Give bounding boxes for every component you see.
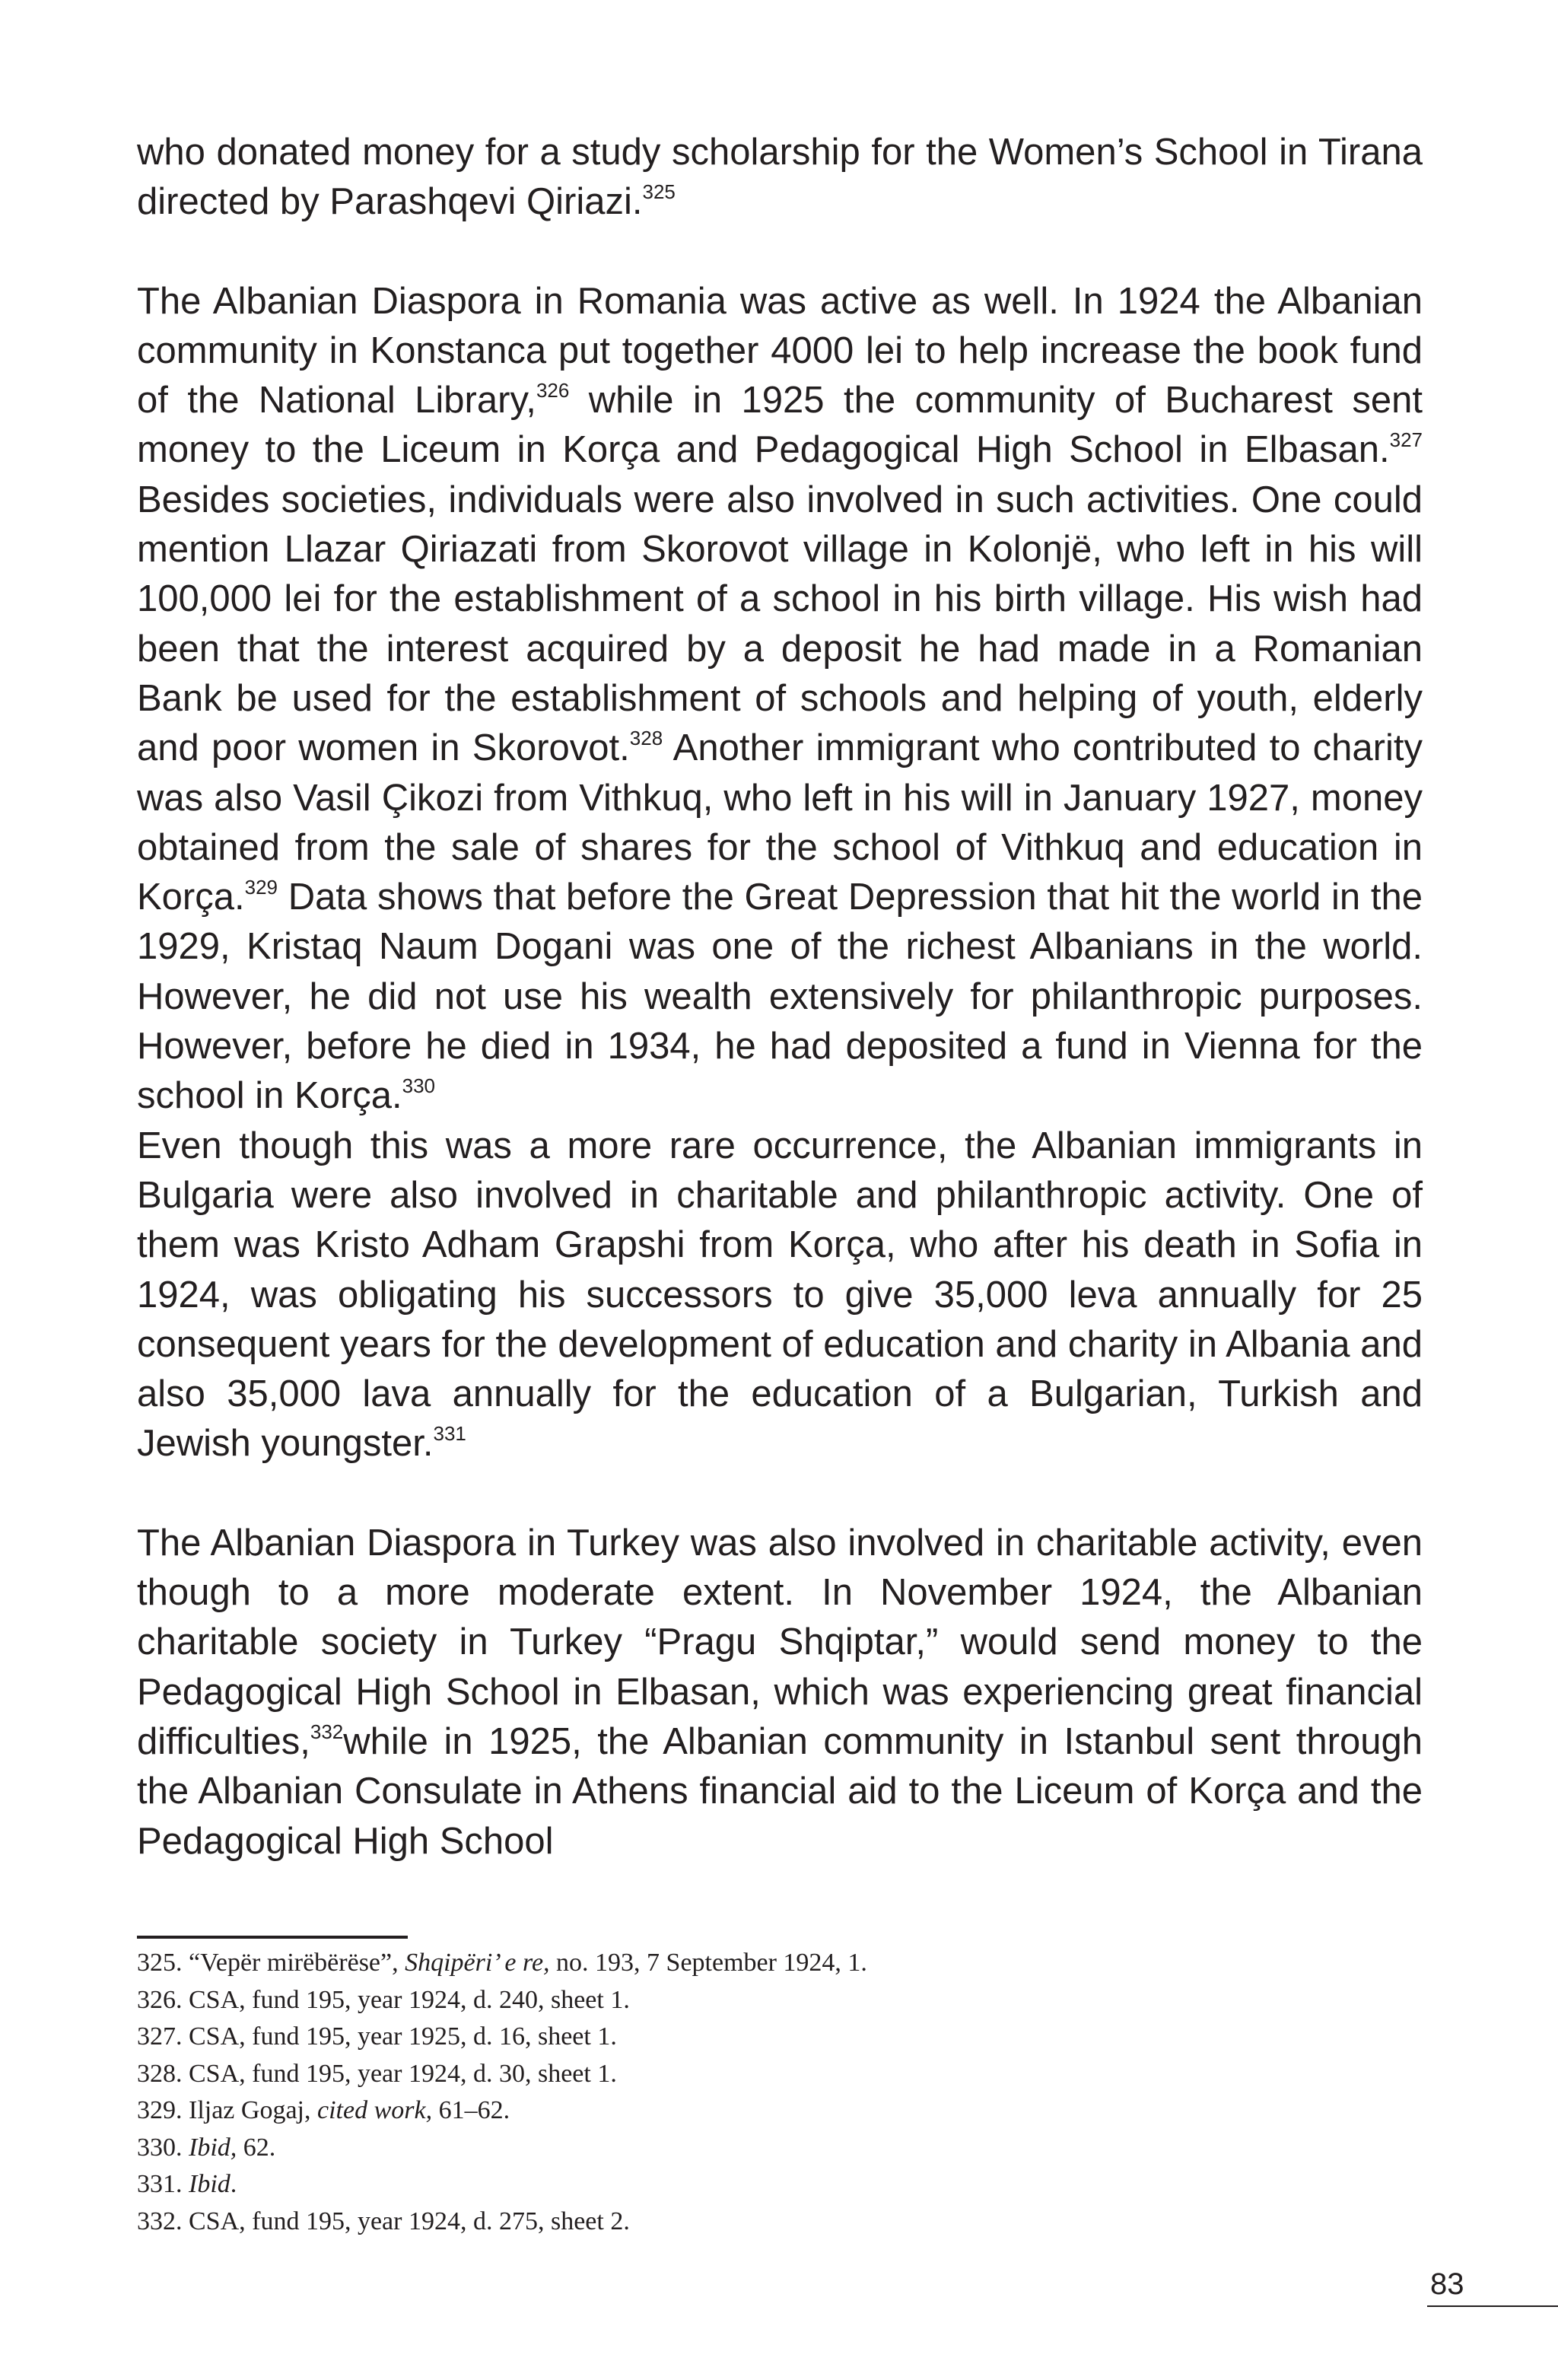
- footnotes: [137, 1945, 1423, 2240]
- paragraph-text: The Albanian Diaspora in Turkey was also involved in charitable activity, even though to a more moderate extent. In November 1924, the Albanian charitable society in Turkey “Pragu Shqiptar,” would send money to the Pedagogical High School in Elbasan, which was experiencing great financial difficulties,: [137, 1522, 1423, 1762]
- footnote-text: 61–62.: [432, 2096, 510, 2124]
- footnote-text: Iljaz Gogaj,: [182, 2096, 317, 2124]
- footnote-italic: cited work,: [317, 2096, 433, 2124]
- page-number: 83: [1430, 2267, 1464, 2301]
- paragraph-4: [137, 1519, 1423, 1866]
- footnote-332: [137, 2203, 1423, 2241]
- footnote-328: [137, 2056, 1423, 2093]
- footnote-number: 330.: [137, 2133, 183, 2162]
- footnote-text: .: [230, 2170, 237, 2198]
- footnote-325: [137, 1945, 1423, 1982]
- paragraph-text: who donated money for a study scholarship for the Women’s School in Tirana directed by Parashqevi Qiriazi.: [137, 132, 1423, 223]
- footnote-ref: 328: [629, 727, 663, 750]
- footnote-ref: 327: [1389, 428, 1423, 452]
- footnote-text: “Vepër mirëbërëse”,: [182, 1949, 405, 1977]
- footnote-ref: 331: [433, 1422, 466, 1446]
- footnote-ref: 330: [402, 1074, 436, 1098]
- footnote-number: 331.: [137, 2170, 183, 2198]
- paragraph-text: Besides societies, individuals were also involved in such activities. One could mention Llazar Qiriazati from Skorovot village in Kolonjë, who left in his will 100,000 lei for the establishment of a school in his birth village. His wish had been that the interest acquired by a deposit he had made in a Romanian Bank be used for the establishment of schools and helping of youth, elderly and poor women in Skorovot.: [137, 479, 1423, 769]
- footnote-ref: 332: [310, 1720, 344, 1743]
- main-text: [137, 128, 1423, 1866]
- footnote-number: 326.: [137, 1985, 183, 2014]
- footnote-text: CSA, fund 195, year 1924, d. 275, sheet 2.: [182, 2207, 630, 2235]
- footnote-ref: 329: [244, 876, 278, 899]
- footnote-327: [137, 2019, 1423, 2056]
- paragraph-3: [137, 1122, 1423, 1469]
- paragraph-text: while in 1925, the Albanian community in Istanbul sent through the Albanian Consulate in Athens financial aid to the Liceum of Korça and the Pedagogical High School: [137, 1720, 1423, 1862]
- footnote-330: [137, 2130, 1423, 2167]
- footnote-text: [183, 2133, 189, 2162]
- footnote-number: 332.: [137, 2207, 183, 2235]
- footnote-text: CSA, fund 195, year 1924, d. 240, sheet 1.: [182, 1985, 630, 2014]
- paragraph-text: Even though this was a more rare occurrence, the Albanian immigrants in Bulgaria were also involved in charitable and philanthropic activity. One of them was Kristo Adham Grapshi from Korça, who after his death in Sofia in 1924, was obligating his successors to give 35,000 leva annually for 25 consequent years for the development of education and charity in Albania and also 35,000 lava annually for the education of a Bulgarian, Turkish and Jewish youngster.: [137, 1125, 1423, 1465]
- footnote-text: no. 193, 7 September 1924, 1.: [549, 1949, 867, 1977]
- footnote-number: 325.: [137, 1949, 183, 1977]
- footnote-text: [183, 2170, 189, 2198]
- footnote-italic: Ibid,: [189, 2133, 237, 2162]
- paragraph-text: Another immigrant who contributed to charity was also Vasil Çikozi from Vithkuq, who left in his will in January 1927, money obtained from the sale of shares for the school of Vithkuq and education in Korça.: [137, 727, 1423, 918]
- footnote-number: 327.: [137, 2022, 183, 2051]
- footnote-text: 62.: [237, 2133, 276, 2162]
- footnote-text: CSA, fund 195, year 1925, d. 16, sheet 1.: [182, 2022, 617, 2051]
- page-number-rule: [1427, 2305, 1558, 2307]
- paragraph-text: Data shows that before the Great Depression that hit the world in the 1929, Kristaq Naum Dogani was one of the richest Albanians in the world. However, he did not use his wealth extensively for philanthropic purposes. However, before he died in 1934, he had deposited a fund in Vienna for the school in Korça.: [137, 877, 1423, 1117]
- footnote-italic: Shqipëri’ e re,: [405, 1949, 550, 1977]
- paragraph-1: [137, 128, 1423, 228]
- footnote-ref: 326: [536, 379, 570, 402]
- footnote-329: [137, 2092, 1423, 2130]
- footnote-331: [137, 2166, 1423, 2203]
- footnote-ref: 325: [642, 180, 676, 204]
- footnote-separator: [137, 1936, 408, 1939]
- paragraph-2: [137, 277, 1423, 1122]
- footnote-number: 329.: [137, 2096, 183, 2124]
- footnote-number: 328.: [137, 2059, 183, 2088]
- paragraph-text: The Albanian Diaspora in Romania was active as well. In 1924 the Albanian community in Konstanca put together 4000 lei to help increase the book fund of the National Library,: [137, 280, 1423, 422]
- footnote-326: [137, 1982, 1423, 2019]
- footnote-text: CSA, fund 195, year 1924, d. 30, sheet 1.: [182, 2059, 617, 2088]
- footnote-italic: Ibid: [189, 2170, 231, 2198]
- paragraph-text: while in 1925 the community of Bucharest sent money to the Liceum in Korça and Pedagogical High School in Elbasan.: [137, 380, 1423, 471]
